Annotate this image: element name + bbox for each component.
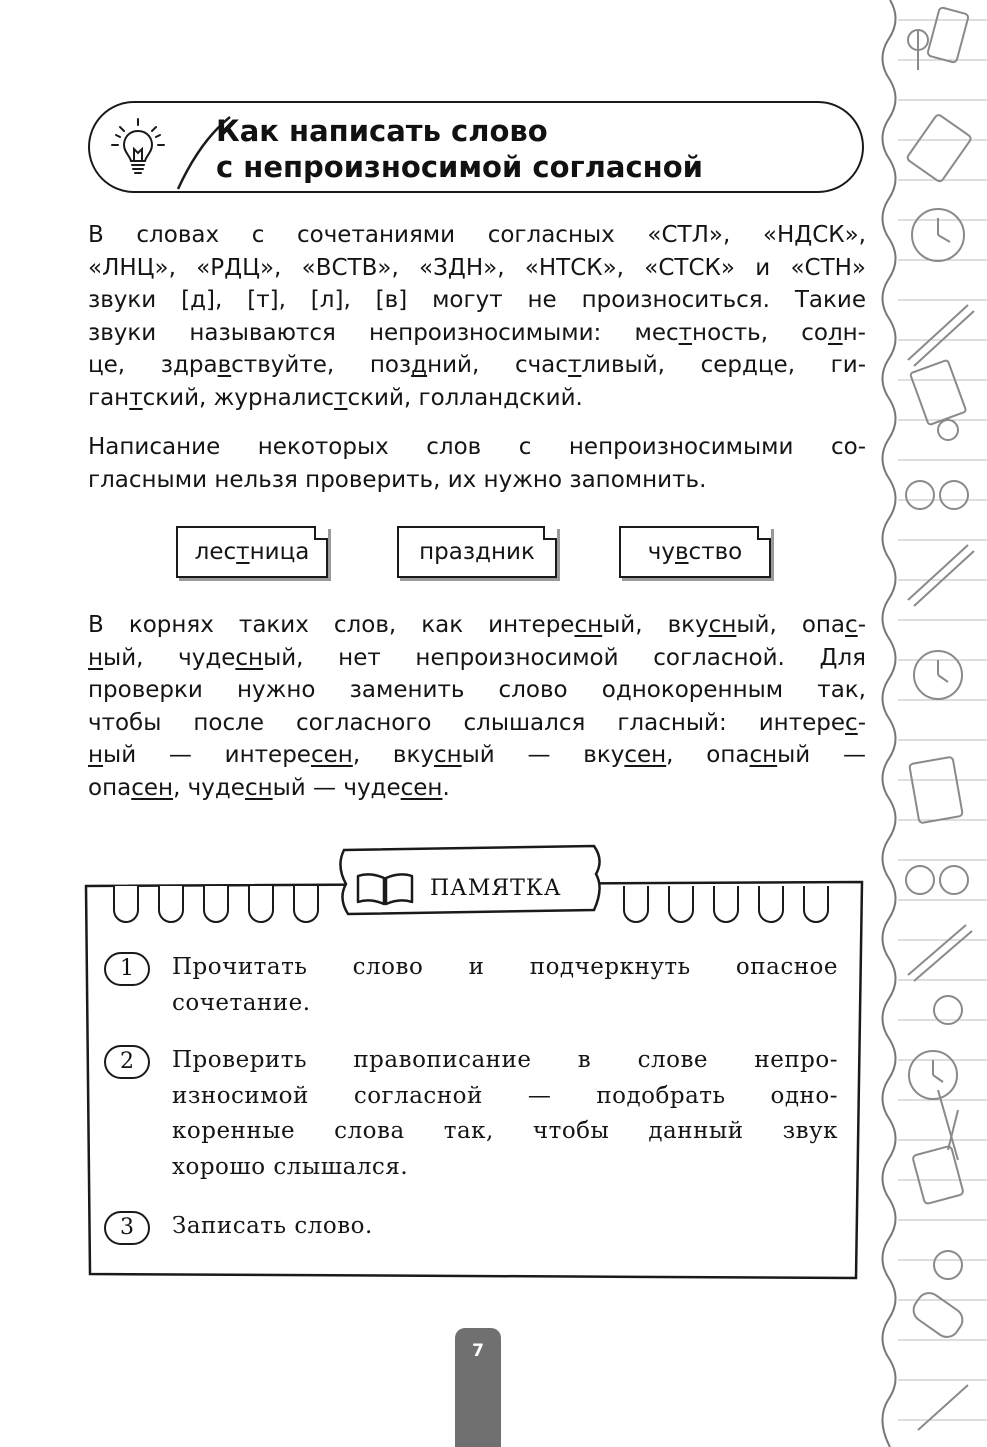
decorative-side-strip [878,0,987,1447]
lightbulb-icon [108,115,168,181]
paragraph-line: проверки нужно заменить слово однокоренным так, [88,677,866,703]
item-text: Проверить правописание в слове непро- износимой согласной — подобрать одно- коренные слова так, чтобы данный звук хорошо слышался. [172,1047,838,1180]
title-line-1: Как написать слово [216,114,548,148]
paragraph-line: Написание некоторых слов с непроизносимыми со- [88,434,866,460]
paragraph-line: опасен, чудесный — чудесен. [88,774,450,801]
paragraph-line: гласными нельзя проверить, их нужно запомнить. [88,466,707,493]
paragraph-line: звуки называются непроизносимыми: местность, солн- [88,319,866,346]
open-book-icon [354,868,416,908]
paragraph-line: В словах с сочетаниями согласных «СТЛ», «НДСК», [88,222,866,248]
item-text: Прочитать слово и подчеркнуть опасное сочетание. [172,954,838,1016]
item-number-badge: 3 [104,1211,150,1245]
section-header [88,101,864,193]
paragraph-line: це, здравствуйте, поздний, счастливый, сердце, ги- [88,352,866,378]
word-card-lestnitsa: лестница [176,526,328,578]
paragraph-line: ный, чудесный, нет непроизносимой согласной. Для [88,644,867,671]
memo-block [84,876,864,1280]
word-card-chuvstvo: чувство [619,526,771,578]
title-line-2: с непроизносимой согласной [216,150,703,184]
item-number-badge: 2 [104,1045,150,1079]
paragraph-line: В корнях таких слов, как интересный, вкусный, опас- [88,612,866,638]
memorize-paragraph [88,431,866,496]
memo-label: ПАМЯТКА [430,876,562,901]
paragraph-line: ный — интересен, вкусный — вкусен, опасный — [88,742,867,768]
page-title [216,113,703,185]
intro-paragraph [88,219,866,414]
word-card-prazdnik: праздник [397,526,557,578]
paragraph-line: «ЛНЦ», «РДЦ», «ВСТВ», «ЗДН», «НТСК», «СТСК» и «СТН» [88,254,866,281]
paragraph-line: гантский, журналистский, голландский. [88,384,583,411]
paragraph-line: звуки [д], [т], [л], [в] могут не произноситься. Такие [88,287,866,313]
paragraph-line: чтобы после согласного слышался гласный: интерес- [88,709,866,736]
roots-paragraph [88,609,866,804]
item-text: Записать слово. [172,1213,373,1239]
item-number-badge: 1 [104,952,150,986]
page-number: 7 [455,1328,501,1447]
